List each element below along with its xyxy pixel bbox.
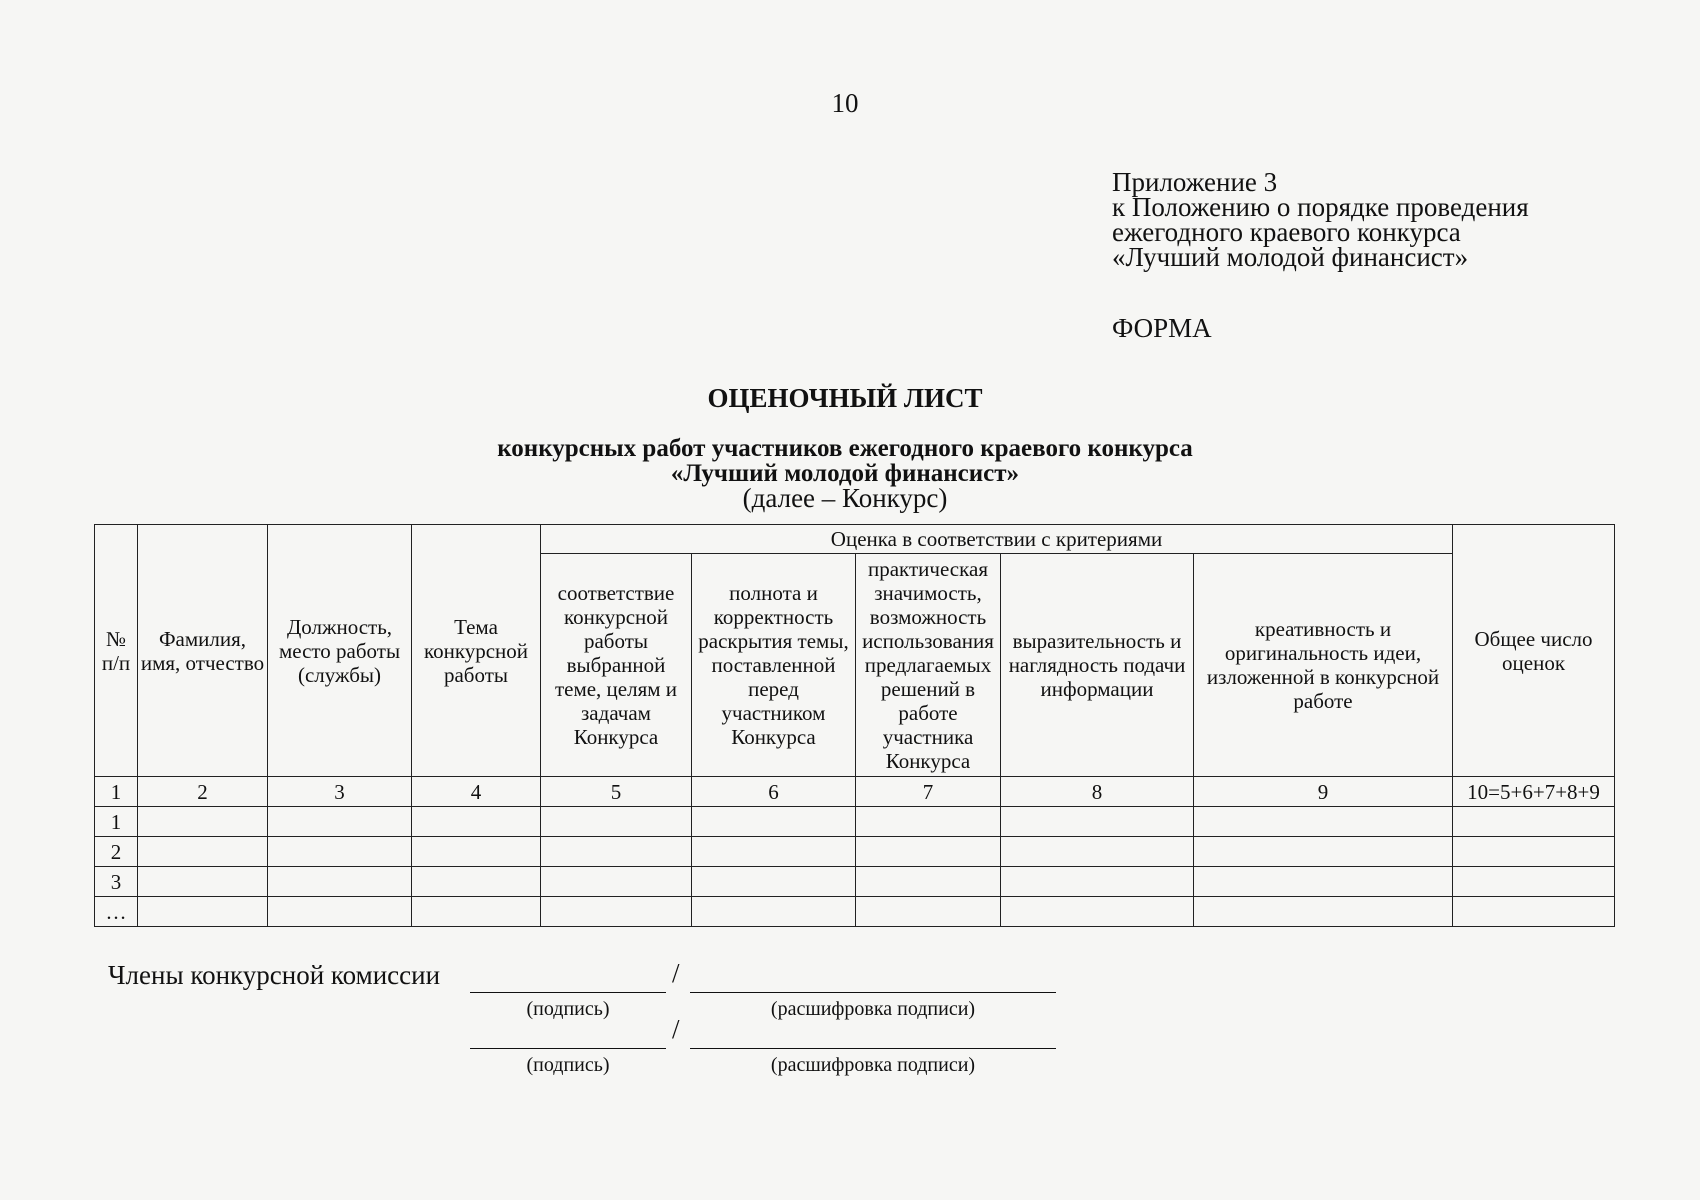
column-number: 3 <box>268 777 412 807</box>
header-criterion-5: креативность и оригинальность идеи, изложенной в конкурсной работе <box>1194 554 1453 777</box>
empty-cell <box>1001 867 1194 897</box>
signature-decode-caption: (расшифровка подписи) <box>770 1054 976 1076</box>
title-block <box>0 383 1690 511</box>
column-number: 7 <box>856 777 1001 807</box>
empty-cell <box>1194 837 1453 867</box>
header-criterion-4: выразительность и наглядность подачи информации <box>1001 554 1194 777</box>
column-number: 10=5+6+7+8+9 <box>1453 777 1615 807</box>
document-subtitle-line-1: конкурсных работ участников ежегодного краевого конкурса <box>497 435 1193 462</box>
form-label: ФОРМА <box>1112 313 1212 343</box>
empty-cell <box>268 837 412 867</box>
slash: / <box>672 958 680 988</box>
header-criterion-3: практическая значимость, возможность использования предлагаемых решений в работе участника Конкурса <box>856 554 1001 777</box>
header-position: Должность, место работы (службы) <box>268 525 412 777</box>
signature-line <box>470 992 666 993</box>
row-number: 3 <box>95 867 138 897</box>
signature-caption: (подпись) <box>526 1054 610 1076</box>
row-number: 1 <box>95 807 138 837</box>
empty-cell <box>1001 837 1194 867</box>
evaluation-table <box>94 524 1615 927</box>
slash: / <box>672 1014 680 1044</box>
signature-decode-line <box>690 992 1056 993</box>
document-subtitle-note: (далее – Конкурс) <box>742 483 948 513</box>
empty-cell <box>268 897 412 927</box>
header-num: № п/п <box>95 525 138 777</box>
signature-block <box>108 960 1108 1080</box>
appendix-line-1: Приложение 3 <box>1112 167 1278 197</box>
empty-cell <box>692 807 856 837</box>
empty-cell <box>268 867 412 897</box>
header-name: Фамилия, имя, отчество <box>138 525 268 777</box>
column-number: 5 <box>541 777 692 807</box>
empty-cell <box>1194 807 1453 837</box>
empty-cell <box>1194 897 1453 927</box>
empty-cell <box>856 867 1001 897</box>
empty-cell <box>412 807 541 837</box>
header-topic: Тема конкурсной работы <box>412 525 541 777</box>
document-title: ОЦЕНОЧНЫЙ ЛИСТ <box>707 383 983 413</box>
column-number: 6 <box>692 777 856 807</box>
signature-line <box>470 1048 666 1049</box>
empty-cell <box>138 897 268 927</box>
appendix-note <box>1112 167 1529 272</box>
appendix-line-2: к Положению о порядке проведения <box>1112 192 1529 222</box>
header-total: Общее число оценок <box>1453 525 1615 777</box>
empty-cell <box>1453 837 1615 867</box>
table-row <box>95 867 1615 897</box>
header-criterion-1: соответствие конкурсной работы выбранной теме, целям и задачам Конкурса <box>541 554 692 777</box>
document-subtitle-line-2: «Лучший молодой финансист» <box>670 460 1020 487</box>
empty-cell <box>541 837 692 867</box>
empty-cell <box>692 837 856 867</box>
empty-cell <box>412 867 541 897</box>
empty-cell <box>138 837 268 867</box>
empty-cell <box>1453 867 1615 897</box>
row-number: 2 <box>95 837 138 867</box>
column-number: 2 <box>138 777 268 807</box>
empty-cell <box>541 867 692 897</box>
signature-caption: (подпись) <box>526 998 610 1020</box>
empty-cell <box>1453 897 1615 927</box>
table-row <box>95 807 1615 837</box>
empty-cell <box>692 897 856 927</box>
empty-cell <box>412 837 541 867</box>
appendix-line-3: ежегодного краевого конкурса <box>1112 217 1461 247</box>
row-number: … <box>95 897 138 927</box>
empty-cell <box>692 867 856 897</box>
commission-members-label: Члены конкурсной комиссии <box>108 960 441 990</box>
column-number: 4 <box>412 777 541 807</box>
empty-cell <box>541 807 692 837</box>
column-number: 9 <box>1194 777 1453 807</box>
empty-cell <box>856 807 1001 837</box>
signature-decode-caption: (расшифровка подписи) <box>770 998 976 1020</box>
appendix-line-4: «Лучший молодой финансист» <box>1112 242 1469 272</box>
empty-cell <box>1001 807 1194 837</box>
empty-cell <box>1453 807 1615 837</box>
empty-cell <box>856 837 1001 867</box>
empty-cell <box>541 897 692 927</box>
empty-cell <box>1194 867 1453 897</box>
empty-cell <box>268 807 412 837</box>
header-criteria-group: Оценка в соответствии с критериями <box>541 525 1453 554</box>
empty-cell <box>412 897 541 927</box>
column-numbers-row <box>95 777 1615 807</box>
column-number: 1 <box>95 777 138 807</box>
column-number: 8 <box>1001 777 1194 807</box>
table-row <box>95 837 1615 867</box>
empty-cell <box>138 807 268 837</box>
empty-cell <box>856 897 1001 927</box>
empty-cell <box>1001 897 1194 927</box>
empty-cell <box>138 867 268 897</box>
table-row <box>95 897 1615 927</box>
header-criterion-2: полнота и корректность раскрытия темы, поставленной перед участником Конкурса <box>692 554 856 777</box>
signature-decode-line <box>690 1048 1056 1049</box>
page-number: 10 <box>831 88 859 118</box>
